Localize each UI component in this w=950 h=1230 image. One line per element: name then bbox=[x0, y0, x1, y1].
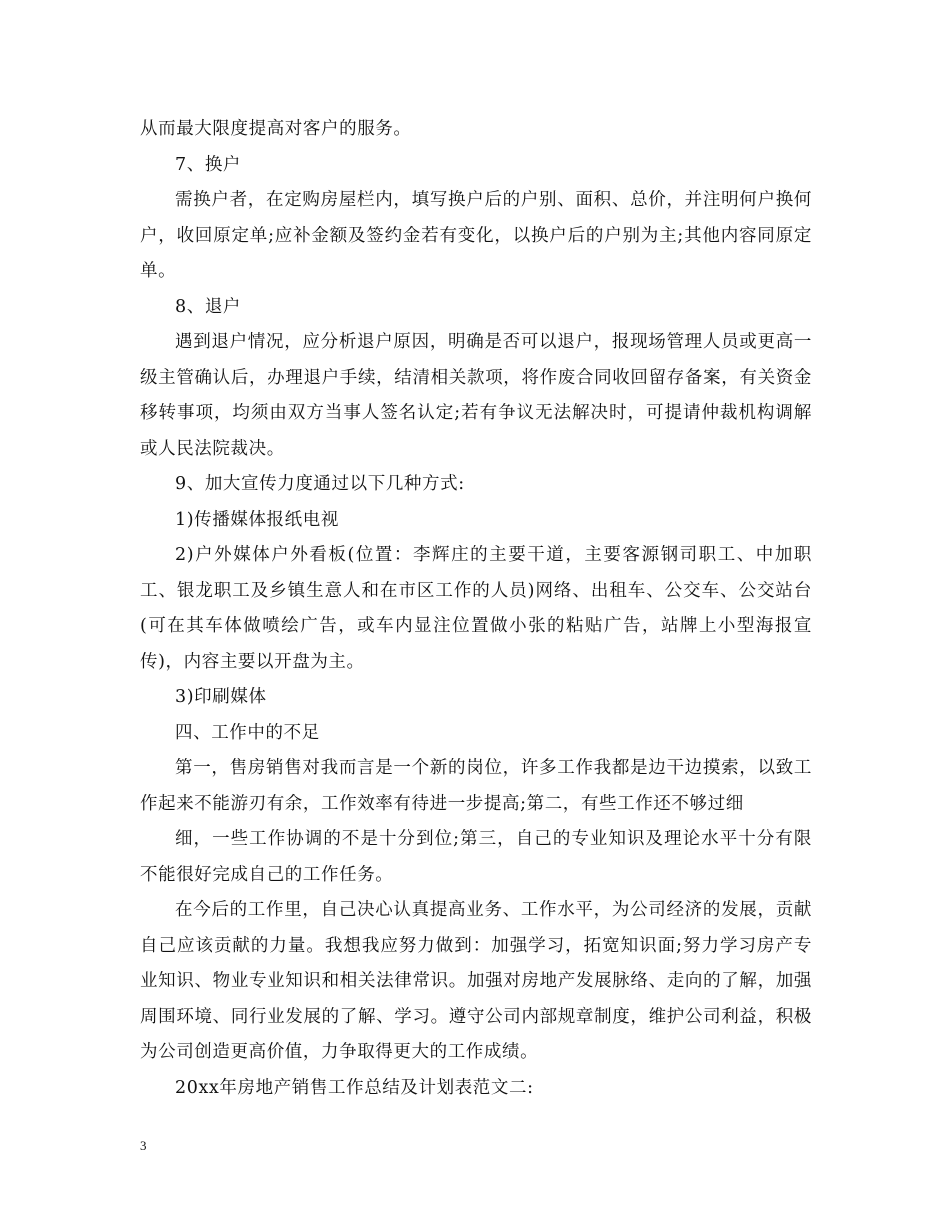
paragraph: 在今后的工作里，自己决心认真提高业务、工作水平，为公司经济的发展，贡献自己应该贡献的力量。我想我应努力做到：加强学习，拓宽知识面;努力学习房产专业知识、物业专业知识和相关法律常识。加强对房地产发展脉络、走向的了解，加强周围环境、同行业发展的了解、学习。遵守公司内部规章制度，维护公司利益，积极为公司创造更高价值，力争取得更大的工作成绩。 bbox=[140, 900, 812, 1062]
document-body bbox=[140, 112, 812, 1106]
list-item: 2)户外媒体户外看板(位置：李辉庄的主要干道，主要客源钢司职工、中加职工、银龙职工及乡镇生意人和在市区工作的人员)网络、出租车、公交车、公交站台(可在其车体做喷绘广告，或车内显注位置做小张的粘贴广告，站牌上小型海报宣传)，内容主要以开盘为主。 bbox=[140, 545, 812, 672]
section-heading-shortcomings: 四、工作中的不足 bbox=[175, 722, 320, 743]
paragraph: 20xx年房地产销售工作总结及计划表范文二: bbox=[175, 1077, 534, 1098]
paragraph: 需换户者，在定购房屋栏内，填写换户后的户别、面积、总价，并注明何户换何户，收回原定单;应补金额及签约金若有变化，以换户后的户别为主;其他内容同原定单。 bbox=[140, 190, 812, 281]
section-heading-exchange: 7、换户 bbox=[175, 154, 242, 175]
paragraph: 从而最大限度提高对客户的服务。 bbox=[140, 119, 412, 139]
page-number: 3 bbox=[140, 1138, 147, 1153]
list-item: 3)印刷媒体 bbox=[175, 687, 267, 707]
paragraph: 遇到退户情况，应分析退户原因，明确是否可以退户，报现场管理人员或更高一级主管确认后，办理退户手续，结清相关款项，将作废合同收回留存备案，有关资金移转事项，均须由双方当事人签名认定;若有争议无法解决时，可提请仲裁机构调解或人民法院裁决。 bbox=[140, 332, 812, 459]
section-heading-refund: 8、退户 bbox=[175, 296, 242, 317]
list-item: 1)传播媒体报纸电视 bbox=[175, 509, 339, 530]
paragraph: 细，一些工作协调的不是十分到位;第三，自己的专业知识及理论水平十分有限不能很好完成自己的工作任务。 bbox=[140, 829, 812, 885]
section-heading-promotion: 9、加大宣传力度通过以下几种方式: bbox=[175, 474, 465, 494]
paragraph: 第一，售房销售对我而言是一个新的岗位，许多工作我都是边干边摸索，以致工作起来不能游刃有余，工作效率有待进一步提高;第二，有些工作还不够过细 bbox=[140, 758, 812, 814]
